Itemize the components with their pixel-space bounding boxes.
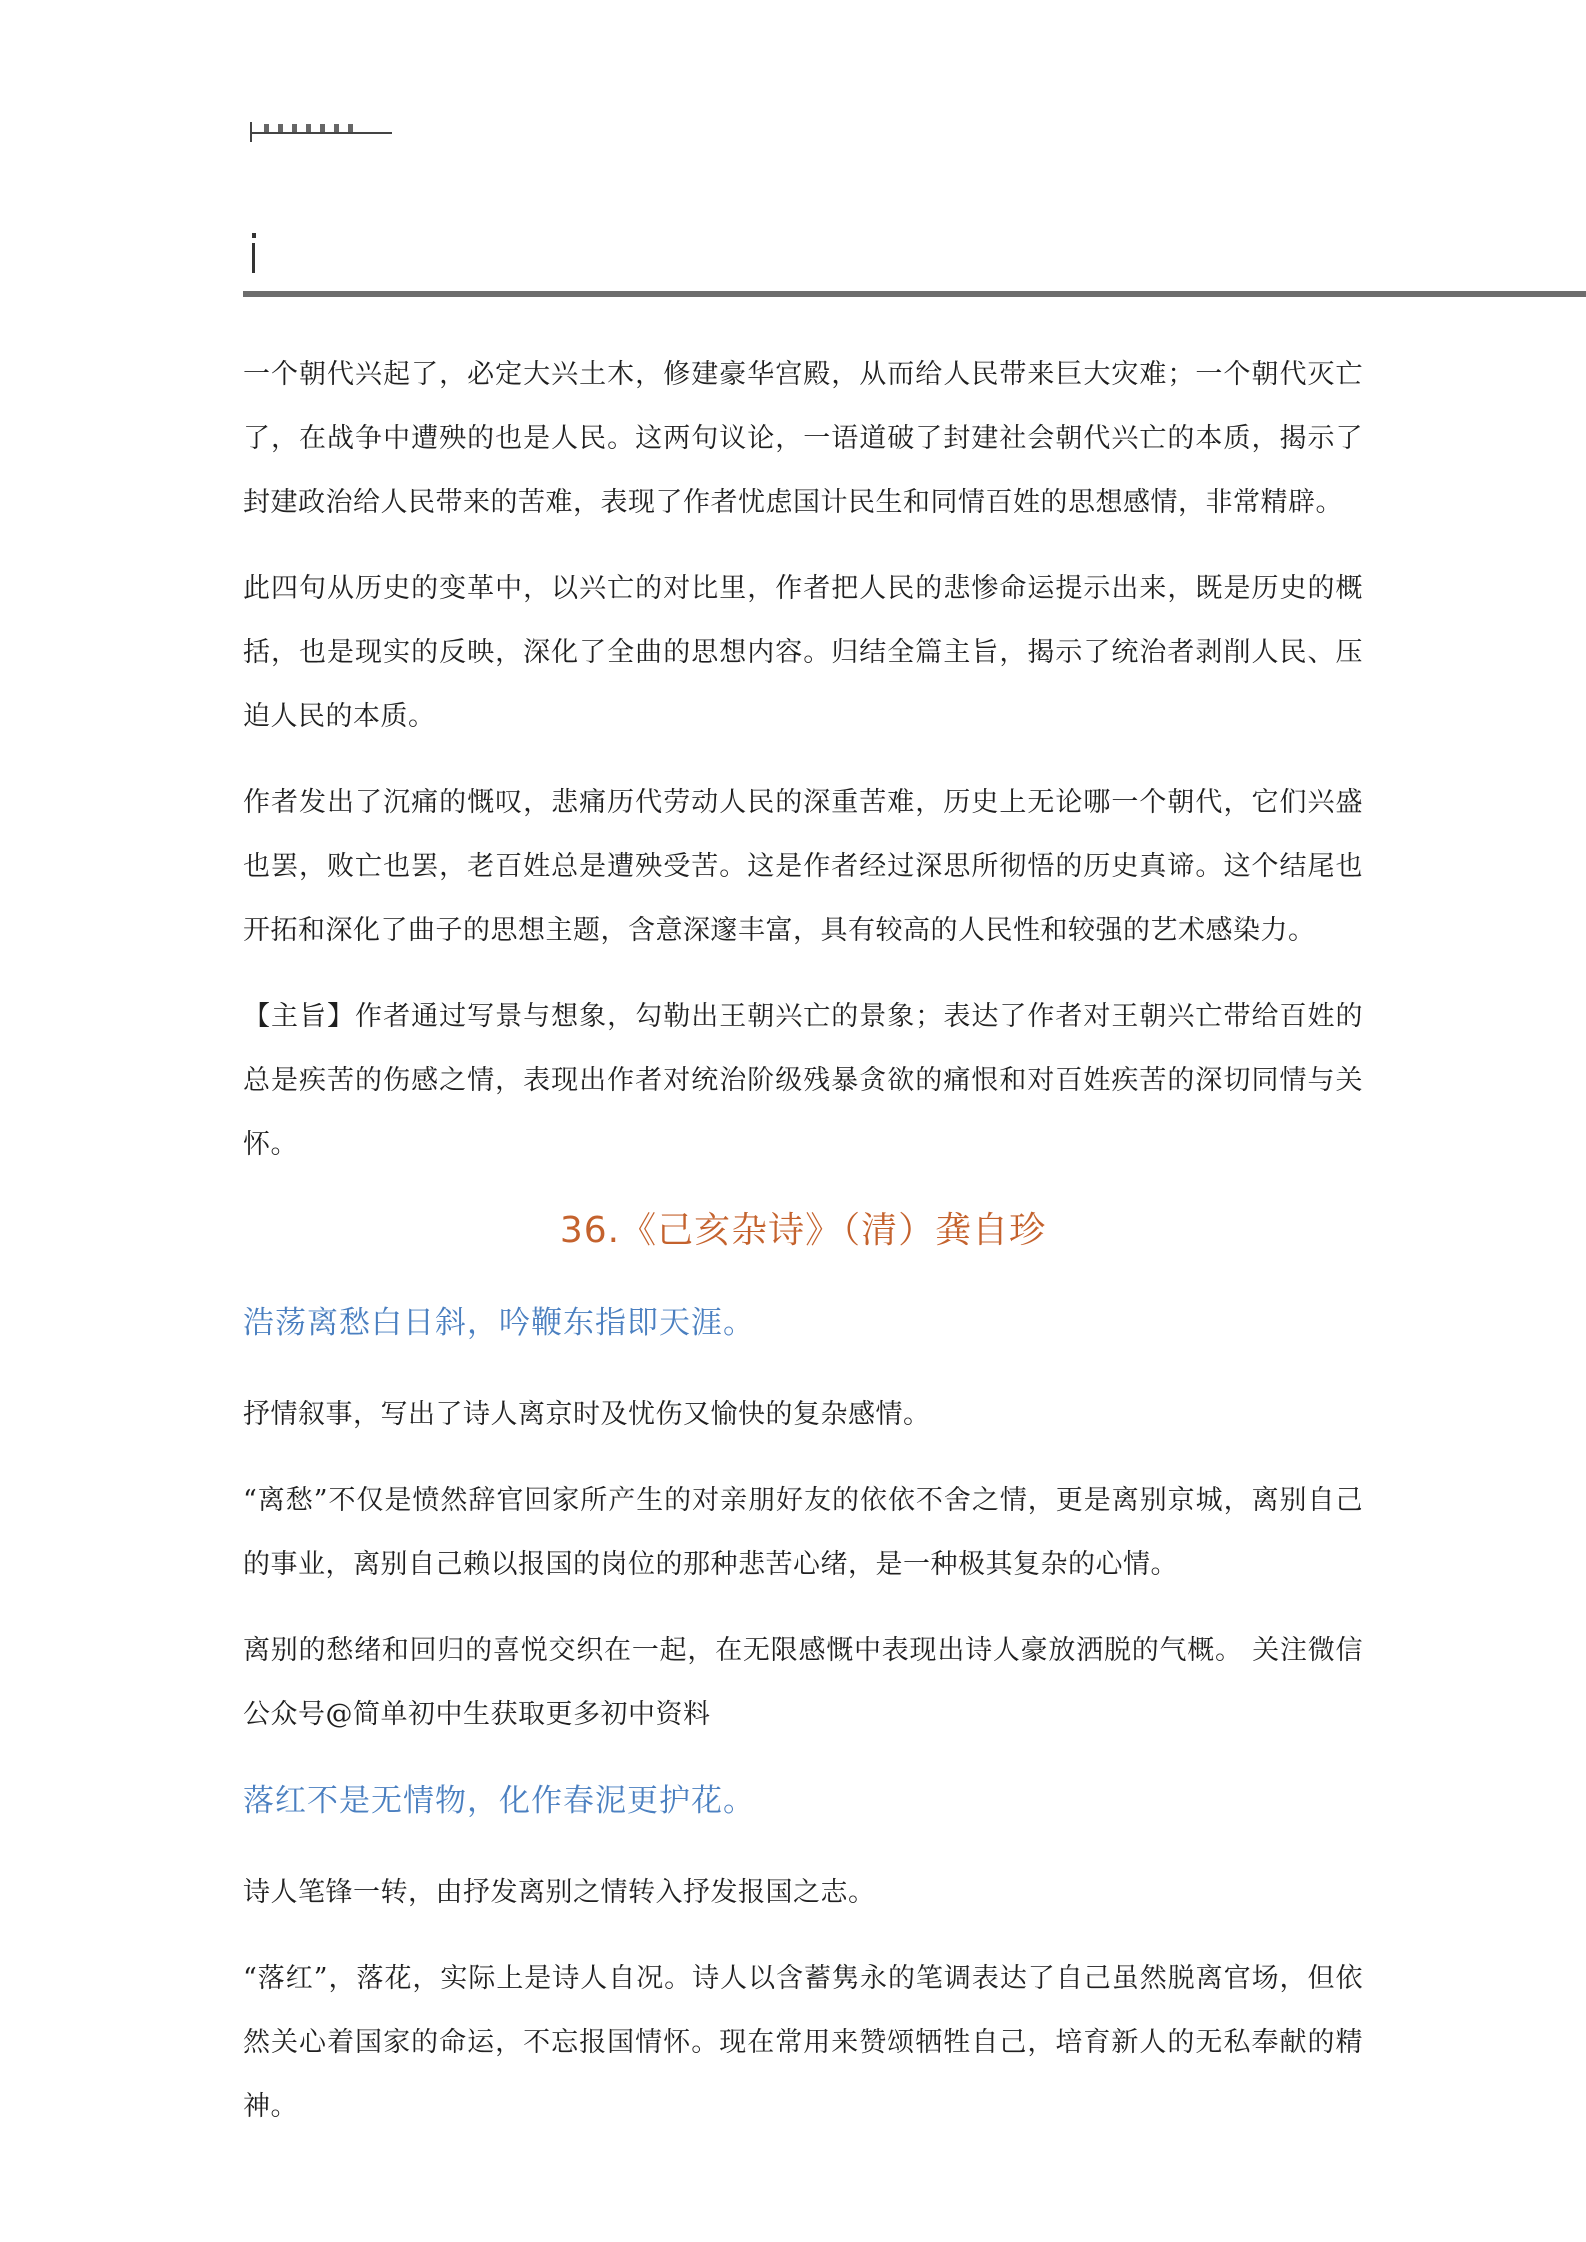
paragraph-verse1-summary: 抒情叙事，写出了诗人离京时及忧伤又愉快的复杂感情。 [243, 1399, 931, 1430]
paragraph-history-contrast: 此四句从历史的变革中，以兴亡的对比里，作者把人民的悲惨命运提示出来，既是历史的概括，也是现实的反映，深化了全曲的思想内容。归结全篇主旨，揭示了统治者剥削人民、压迫人民的本质。 [243, 573, 1363, 732]
header-fragment-bar [250, 132, 392, 134]
header-fragment-dots [264, 124, 354, 132]
paragraph-author-lament: 作者发出了沉痛的慨叹，悲痛历代劳动人民的深重苦难，历史上无论哪一个朝代，它们兴盛也罢，败亡也罢，老百姓总是遭殃受苦。这是作者经过深思所彻悟的历史真谛。这个结尾也开拓和深化了曲子的思想主题，含意深邃丰富，具有较高的人民性和较强的艺术感染力。 [243, 787, 1363, 946]
text-cursor-dot [252, 233, 256, 238]
section-title: 36.《己亥杂诗》（清）龚自珍 [559, 1210, 1047, 1251]
verse-line-2: 落红不是无情物，化作春泥更护花。 [243, 1783, 755, 1819]
document-body [243, 343, 1363, 2161]
header-rule [243, 291, 1586, 297]
paragraph-verse1-emotion: 离别的愁绪和回归的喜悦交织在一起，在无限感慨中表现出诗人豪放洒脱的气概。 关注微信公众号@简单初中生获取更多初中资料 [243, 1635, 1363, 1730]
verse-line-1: 浩荡离愁白日斜，吟鞭东指即天涯。 [243, 1305, 755, 1341]
paragraph-theme: 【主旨】作者通过写景与想象，勾勒出王朝兴亡的景象；表达了作者对王朝兴亡带给百姓的总是疾苦的伤感之情，表现出作者对统治阶级残暴贪欲的痛恨和对百姓疾苦的深切同情与关怀。 [243, 1001, 1363, 1160]
text-cursor-stem [252, 243, 255, 273]
paragraph-dynasty-rise-fall: 一个朝代兴起了，必定大兴土木，修建豪华宫殿，从而给人民带来巨大灾难；一个朝代灭亡了，在战争中遭殃的也是人民。这两句议论，一语道破了封建社会朝代兴亡的本质，揭示了封建政治给人民带来的苦难，表现了作者忧虑国计民生和同情百姓的思想感情，非常精辟。 [243, 359, 1363, 518]
header-fragment-marks [250, 122, 400, 144]
paragraph-verse2-turn: 诗人笔锋一转，由抒发离别之情转入抒发报国之志。 [243, 1877, 876, 1908]
paragraph-verse1-sorrow: “离愁”不仅是愤然辞官回家所产生的对亲朋好友的依依不舍之情，更是离别京城，离别自己的事业，离别自己赖以报国的岗位的那种悲苦心绪，是一种极其复杂的心情。 [243, 1485, 1363, 1580]
paragraph-verse2-meaning: “落红”，落花，实际上是诗人自况。诗人以含蓄隽永的笔调表达了自己虽然脱离官场，但依然关心着国家的命运，不忘报国情怀。现在常用来赞颂牺牲自己，培育新人的无私奉献的精神。 [243, 1963, 1363, 2122]
text-cursor-mark [252, 233, 255, 273]
